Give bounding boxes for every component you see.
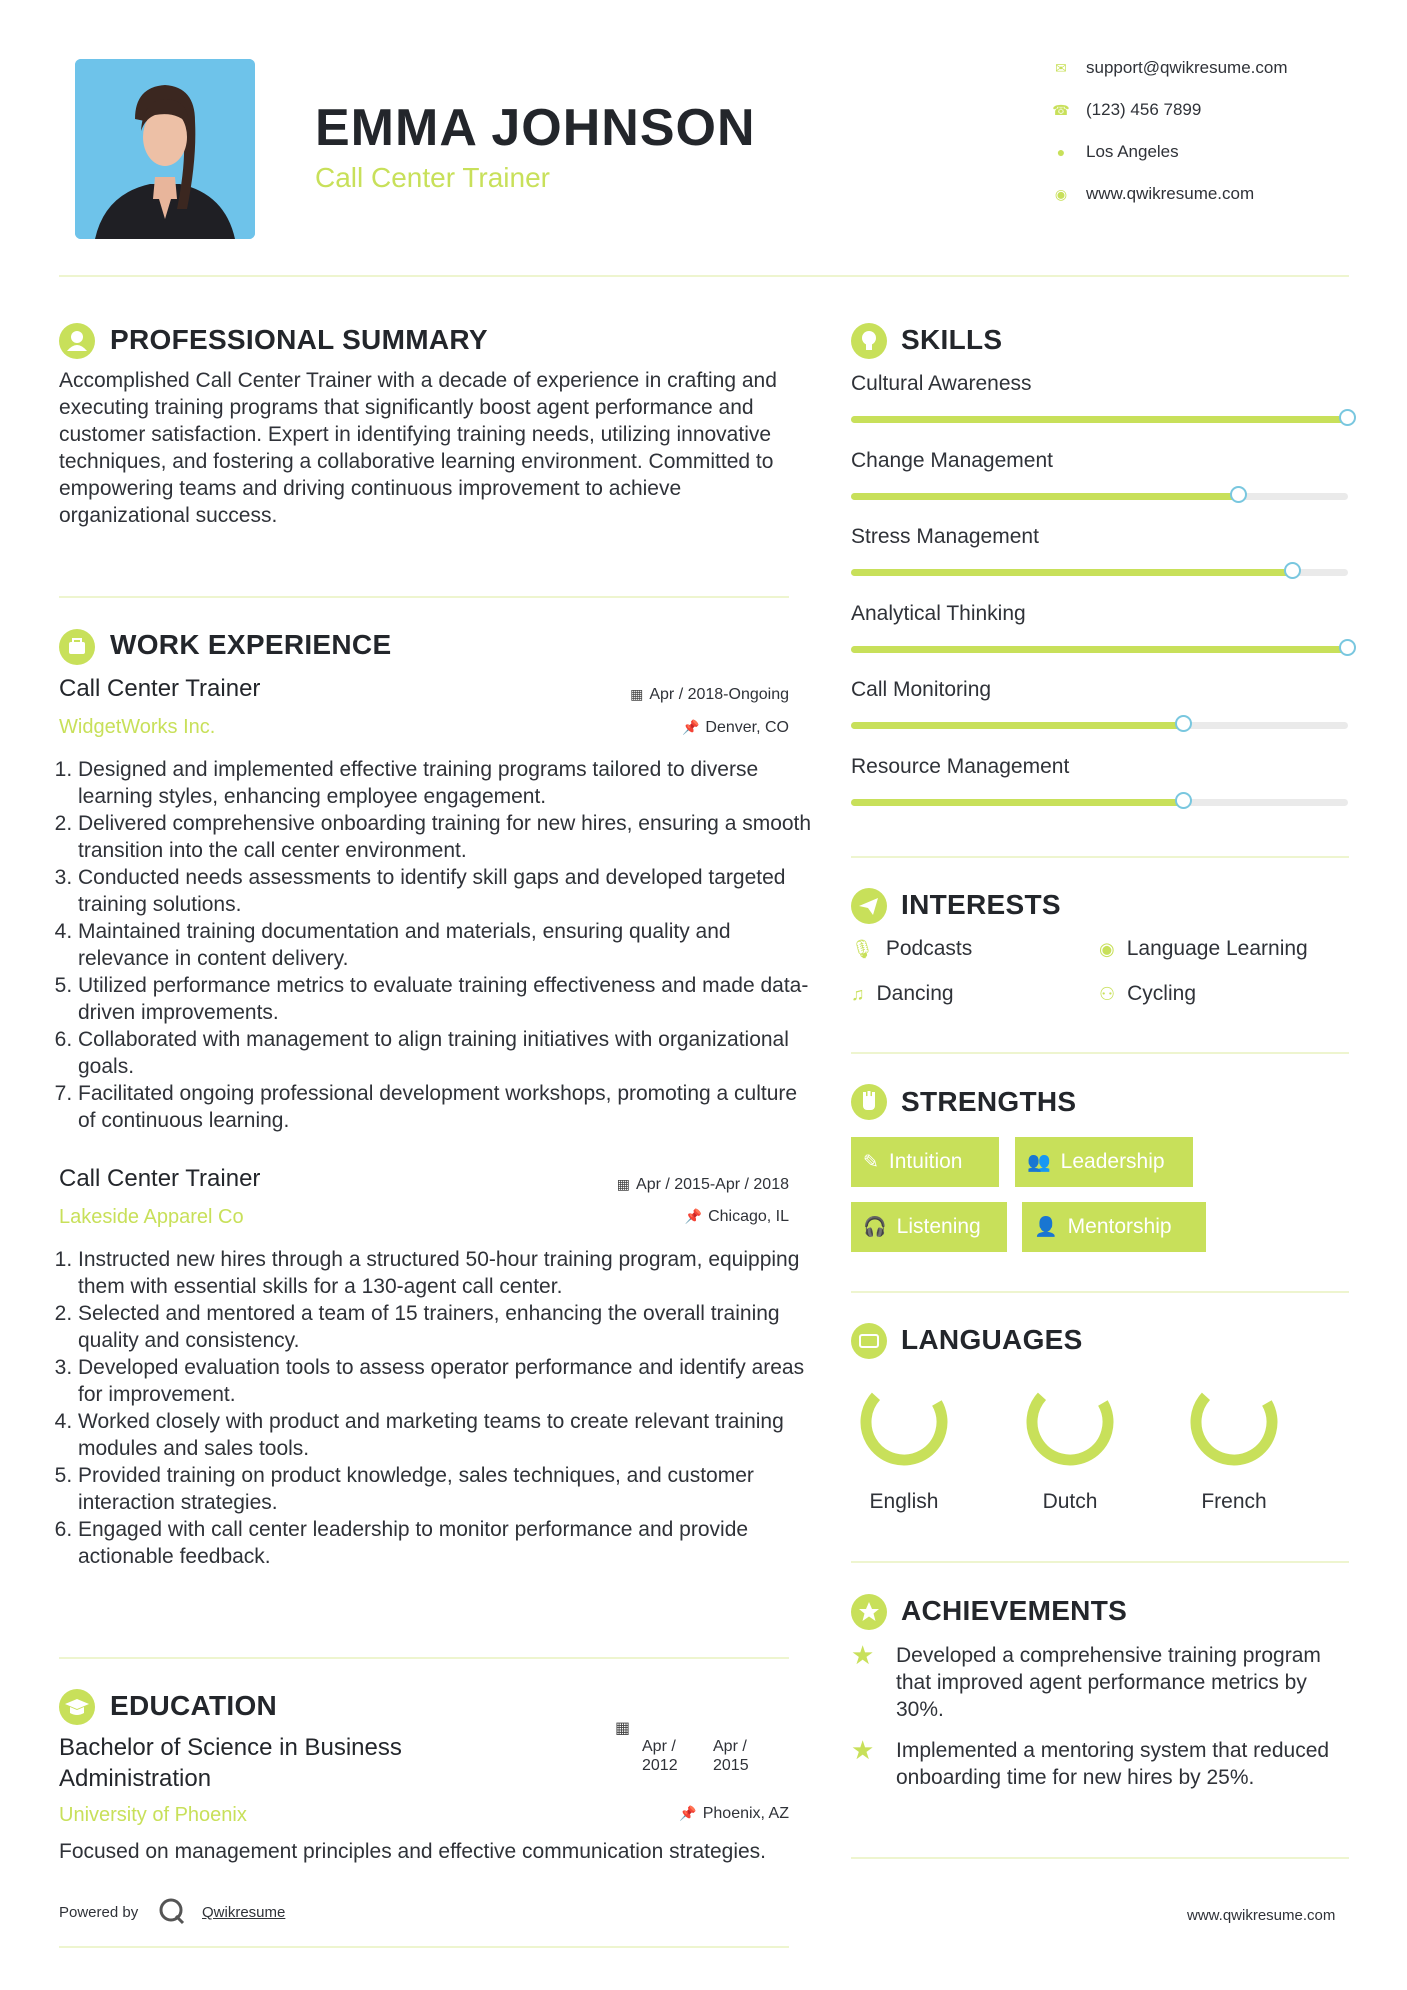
- skill-level-bar: [851, 799, 1348, 806]
- contact-website-text: www.qwikresume.com: [1086, 184, 1255, 203]
- skill-level-knob: [1230, 486, 1247, 503]
- section-divider: [851, 1561, 1349, 1563]
- job-1-responsibilities: [54, 756, 818, 1134]
- language-icon: [851, 1323, 887, 1359]
- education-start-date: Apr / 2012: [642, 1738, 678, 1774]
- microphone-icon: 🎙: [851, 939, 874, 959]
- skill-level-bar: [851, 569, 1348, 576]
- skill-level-knob: [1284, 562, 1301, 579]
- strength-tag-leadership: 👥 Leadership: [1015, 1137, 1193, 1187]
- globe-icon: ◉: [1099, 939, 1115, 959]
- job-2-title: Call Center Trainer: [59, 1165, 261, 1192]
- education-heading: EDUCATION: [110, 1690, 278, 1721]
- star-badge-icon: [851, 1594, 887, 1630]
- education-description: Focused on management principles and effective communication strategies.: [59, 1840, 766, 1863]
- candidate-name: EMMA JOHNSON: [315, 99, 756, 157]
- section-divider: [851, 1857, 1349, 1859]
- strength-tag-mentorship: 👤 Mentorship: [1022, 1202, 1206, 1252]
- skill-level-fill: [851, 799, 1184, 806]
- skill-name: Analytical Thinking: [851, 601, 1026, 625]
- education-location: 📌 Phoenix, AZ: [679, 1805, 789, 1822]
- job-1-dates: ▦ Apr / 2018-Ongoing: [630, 686, 789, 703]
- strengths-heading: STRENGTHS: [901, 1086, 1077, 1117]
- qwikresume-link[interactable]: Qwikresume: [202, 1904, 286, 1921]
- list-item: 2. Selected and mentored a team of 15 trainers, enhancing the overall training quality and consistency.: [78, 1300, 818, 1354]
- star-icon: ★: [851, 1735, 875, 1765]
- list-item: 4. Worked closely with product and marketing teams to create relevant training modules and sales tools.: [78, 1408, 818, 1462]
- interests-heading: INTERESTS: [901, 889, 1061, 920]
- strength-tag-intuition: ✎ Intuition: [851, 1137, 999, 1187]
- skill-name: Change Management: [851, 448, 1053, 472]
- phone-icon: ☎: [1052, 102, 1070, 118]
- skill-level-fill: [851, 569, 1293, 576]
- job-1-title: Call Center Trainer: [59, 675, 261, 702]
- experience-heading: WORK EXPERIENCE: [110, 629, 392, 660]
- education-end-date: Apr / 2015: [713, 1738, 749, 1774]
- interest-dancing: ♫ Dancing: [851, 982, 954, 1005]
- calendar-icon: ▦: [615, 1720, 631, 1737]
- degree-title-line-2: Administration: [59, 1765, 212, 1792]
- skill-level-knob: [1339, 409, 1356, 426]
- language-level-arc: [1020, 1372, 1120, 1472]
- achievement-item: Developed a comprehensive training program that improved agent performance metrics by 30%.: [896, 1644, 1321, 1721]
- list-item: 4. Maintained training documentation and materials, ensuring quality and relevance in content delivery.: [78, 918, 818, 972]
- summary-heading: PROFESSIONAL SUMMARY: [110, 324, 488, 355]
- user-icon: [59, 323, 95, 359]
- skill-level-fill: [851, 416, 1348, 423]
- globe-icon: ◉: [1054, 186, 1068, 202]
- music-note-icon: ♫: [851, 984, 865, 1004]
- list-item: 5. Provided training on product knowledge, sales techniques, and customer interaction strategies.: [78, 1462, 818, 1516]
- education-school: University of Phoenix: [59, 1804, 247, 1826]
- contact-phone[interactable]: [1052, 100, 1201, 120]
- list-item: 5. Utilized performance metrics to evaluate training effectiveness and made data-driven improvements.: [78, 972, 818, 1026]
- language-name: Dutch: [1042, 1490, 1098, 1513]
- language-name: English: [869, 1490, 939, 1513]
- magic-wand-icon: ✎: [863, 1152, 879, 1173]
- graduation-cap-icon: [59, 1689, 95, 1725]
- section-divider: [59, 596, 789, 598]
- strength-tag-listening: 🎧 Listening: [851, 1202, 1007, 1252]
- headphones-icon: 🎧: [863, 1217, 887, 1238]
- hand-icon: [851, 1084, 887, 1120]
- contact-location: [1052, 142, 1179, 162]
- skill-name: Cultural Awareness: [851, 372, 1032, 395]
- language-level-ring: [1020, 1372, 1120, 1472]
- list-item: 6. Engaged with call center leadership to monitor performance and provide actionable feedback.: [78, 1516, 818, 1570]
- pushpin-icon: 📌: [679, 1805, 697, 1821]
- interest-cycling: ⚇ Cycling: [1099, 982, 1196, 1005]
- user-plus-icon: 👤: [1034, 1217, 1058, 1238]
- candidate-role: Call Center Trainer: [315, 162, 550, 193]
- interest-language-learning: ◉ Language Learning: [1099, 937, 1308, 960]
- skill-name: Call Monitoring: [851, 678, 992, 701]
- star-icon: ★: [851, 1640, 875, 1670]
- language-level-ring: [1184, 1372, 1284, 1472]
- job-1-location: 📌 Denver, CO: [681, 719, 789, 736]
- profile-photo: [75, 59, 255, 239]
- calendar-icon: ▦: [630, 686, 644, 702]
- qwikresume-logo-icon: [157, 1896, 187, 1931]
- envelope-icon: ✉: [1055, 60, 1067, 76]
- list-item: 1. Instructed new hires through a structured 50-hour training program, equipping them with essential skills for a 130-agent call center.: [78, 1246, 818, 1300]
- skill-level-knob: [1175, 792, 1192, 809]
- map-pin-icon: ●: [1056, 144, 1066, 160]
- section-divider: [851, 1052, 1349, 1054]
- pushpin-icon: 📌: [684, 1208, 703, 1224]
- section-divider: [851, 1291, 1349, 1293]
- job-2-responsibilities: [54, 1246, 818, 1570]
- powered-by-label: Powered by: [59, 1904, 139, 1921]
- language-level-arc: [1184, 1372, 1284, 1472]
- skill-level-bar: [851, 722, 1348, 729]
- footer-website[interactable]: www.qwikresume.com: [1187, 1907, 1336, 1924]
- achievements-heading: ACHIEVEMENTS: [901, 1595, 1128, 1626]
- briefcase-icon: [59, 629, 95, 665]
- header-divider: [59, 275, 1349, 277]
- section-divider: [59, 1657, 789, 1659]
- calendar-icon: ▦: [616, 1176, 631, 1192]
- job-2-dates: ▦ Apr / 2015-Apr / 2018: [616, 1176, 789, 1193]
- skill-level-knob: [1339, 639, 1356, 656]
- contact-location-text: Los Angeles: [1086, 142, 1179, 161]
- list-item: 6. Collaborated with management to align training initiatives with organizational goals.: [78, 1026, 818, 1080]
- skills-heading: SKILLS: [901, 324, 1003, 355]
- languages-heading: LANGUAGES: [901, 1324, 1083, 1355]
- job-2-company: Lakeside Apparel Co: [59, 1206, 244, 1228]
- users-icon: 👥: [1027, 1152, 1051, 1173]
- list-item: 2. Delivered comprehensive onboarding training for new hires, ensuring a smooth transition into the call center environment.: [78, 810, 818, 864]
- skill-name: Stress Management: [851, 525, 1039, 548]
- degree-title-line-1: Bachelor of Science in Business: [59, 1734, 402, 1761]
- skill-name: Resource Management: [851, 754, 1070, 778]
- skill-level-fill: [851, 646, 1348, 653]
- lightbulb-icon: [851, 323, 887, 359]
- skill-level-fill: [851, 493, 1239, 500]
- skill-level-knob: [1175, 715, 1192, 732]
- contact-website[interactable]: [1052, 184, 1254, 204]
- interest-podcasts: 🎙 Podcasts: [851, 937, 973, 960]
- bicycle-icon: ⚇: [1099, 984, 1116, 1004]
- achievement-item: Implemented a mentoring system that reduced onboarding time for new hires by 25%.: [896, 1739, 1330, 1789]
- section-divider: [59, 1946, 789, 1948]
- paper-plane-icon: [851, 888, 887, 924]
- skill-level-fill: [851, 722, 1184, 729]
- skill-level-bar: [851, 646, 1348, 653]
- contact-phone-text: (123) 456 7899: [1086, 100, 1202, 119]
- job-1-company: WidgetWorks Inc.: [59, 716, 216, 738]
- summary-text: Accomplished Call Center Trainer with a decade of experience in crafting and executing training programs that significantly boost agent performance and customer satisfaction. Expert in identifying training needs, utilizing innovative techniques, and fostering a collaborative learning environment. Committed to empowering teams and driving continuous improvement to achieve organizational success.: [59, 369, 777, 527]
- section-divider: [851, 856, 1349, 858]
- language-level-ring: [854, 1372, 954, 1472]
- job-2-location: 📌 Chicago, IL: [684, 1208, 789, 1225]
- contact-email-text: support@qwikresume.com: [1086, 58, 1288, 77]
- contact-email[interactable]: [1052, 58, 1288, 78]
- list-item: 7. Facilitated ongoing professional development workshops, promoting a culture of continuous learning.: [78, 1080, 818, 1134]
- pushpin-icon: 📌: [681, 719, 700, 735]
- list-item: 1. Designed and implemented effective training programs tailored to diverse learning styles, enhancing employee engagement.: [78, 756, 818, 810]
- language-name: French: [1201, 1490, 1267, 1513]
- skill-level-bar: [851, 416, 1348, 423]
- skill-level-bar: [851, 493, 1348, 500]
- language-level-arc: [854, 1372, 954, 1472]
- list-item: 3. Conducted needs assessments to identify skill gaps and developed targeted training solutions.: [78, 864, 818, 918]
- list-item: 3. Developed evaluation tools to assess operator performance and identify areas for improvement.: [78, 1354, 818, 1408]
